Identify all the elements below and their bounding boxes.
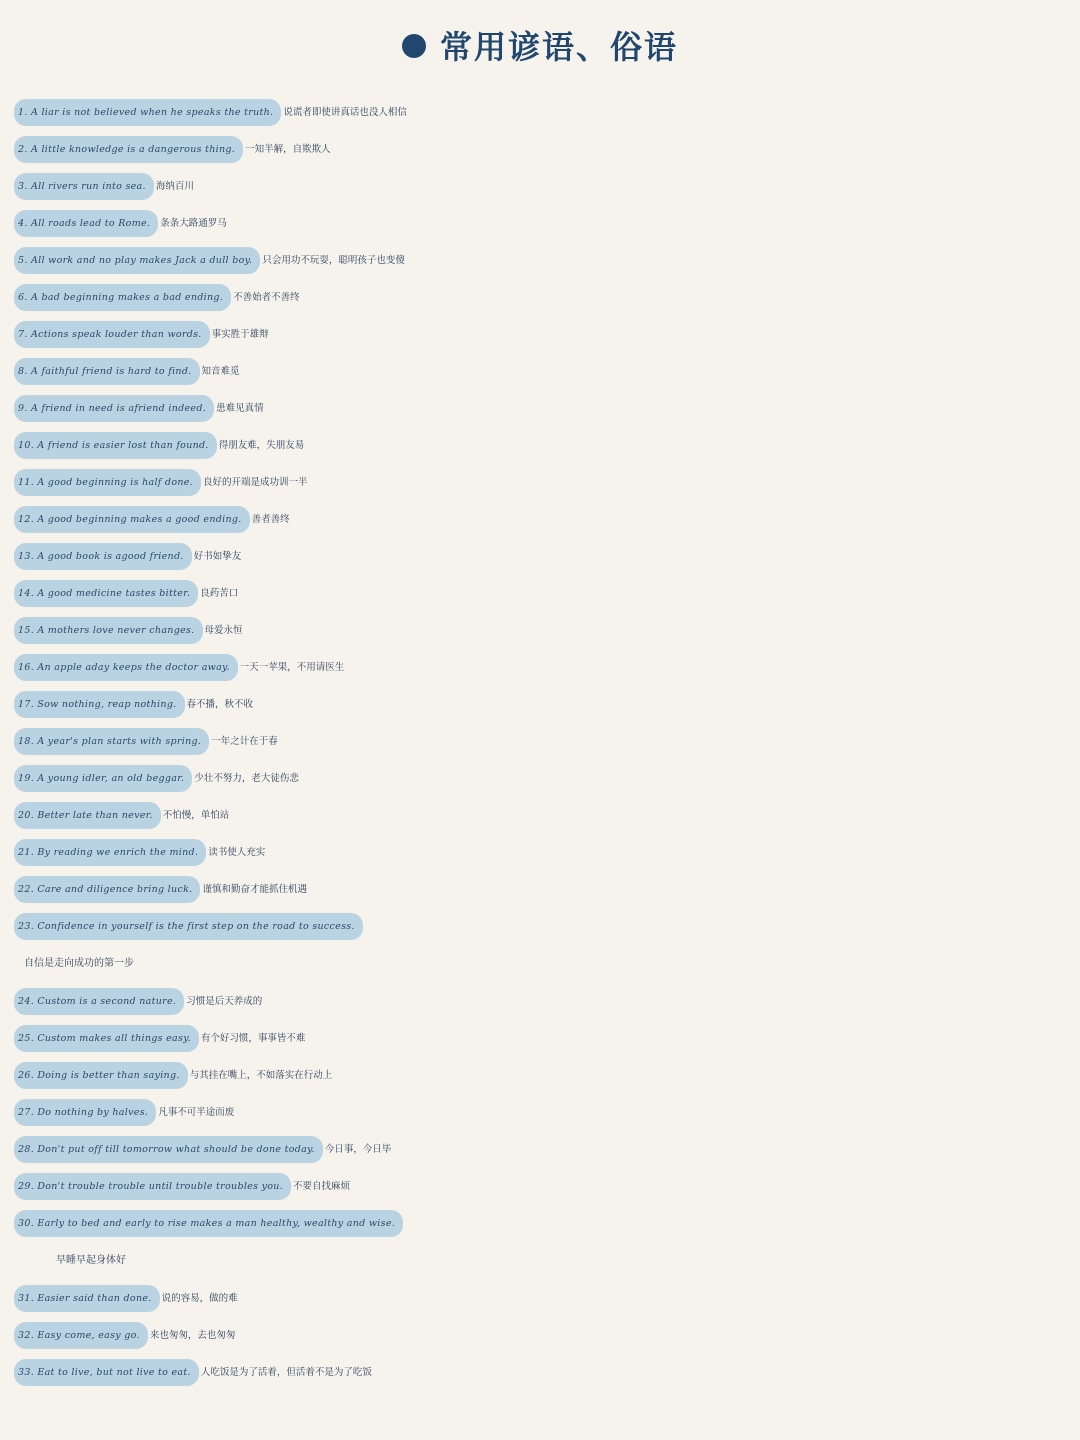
proverb-english: 24. Custom is a second nature. [14,988,184,1015]
proverb-chinese: 一年之计在于春 [211,736,278,747]
list-item [14,1317,1070,1354]
proverb-english: 26. Doing is better than saying. [14,1062,188,1089]
list-item [14,983,1070,1020]
proverb-chinese: 好书如挚友 [193,551,242,562]
list-item [14,1094,1070,1131]
proverb-english: 13. A good book is agood friend. [14,543,192,570]
proverb-english: 4. All roads lead to Rome. [14,210,158,237]
list-item [14,871,1070,908]
proverb-english: 33. Eat to live, but not live to eat. [14,1359,199,1386]
proverb-chinese: 少壮不努力，老大徒伤悲 [194,773,299,784]
proverb-english: 9. A friend in need is afriend indeed. [14,395,214,422]
proverb-english: 32. Easy come, easy go. [14,1322,148,1349]
list-item [14,168,1070,205]
proverb-chinese: 人吃饭是为了活着，但活着不是为了吃饭 [200,1367,372,1378]
proverb-english: 27. Do nothing by halves. [14,1099,156,1126]
list-item [14,723,1070,760]
proverb-chinese: 说的容易，做的难 [161,1293,238,1304]
proverb-chinese: 春不播，秋不收 [186,699,254,710]
proverb-english: 21. By reading we enrich the mind. [14,839,206,866]
proverb-chinese: 条条大路通罗马 [160,218,227,229]
proverb-chinese: 习惯是后天养成的 [186,996,263,1007]
proverb-chinese: 良好的开端是成功训一半 [203,477,308,488]
proverb-english: 1. A liar is not believed when he speaks the truth. [14,99,281,126]
proverb-english: 29. Don't trouble trouble until trouble troubles you. [14,1173,291,1200]
list-item [14,279,1070,316]
proverb-chinese: 一天一苹果，不用请医生 [239,662,345,673]
list-item [14,575,1070,612]
proverb-chinese: 海纳百川 [155,181,194,192]
list-item [14,427,1070,464]
proverb-chinese: 凡事不可半途而废 [158,1107,235,1118]
proverb-chinese: 只会用功不玩耍，聪明孩子也变傻 [262,255,405,266]
proverb-chinese: 早睡早起身体好 [56,1255,126,1266]
proverb-chinese: 得朋友难，失朋友易 [218,440,305,451]
proverb-english: 11. A good beginning is half done. [14,469,201,496]
proverb-list [14,94,1070,1391]
proverb-english: 7. Actions speak louder than words. [14,321,210,348]
list-item [14,131,1070,168]
proverb-english: 30. Early to bed and early to rise makes a man healthy, wealthy and wise. [14,1210,403,1237]
proverb-chinese: 自信是走向成功的第一步 [24,958,134,969]
proverb-chinese: 事实胜于雄辩 [211,329,269,340]
proverb-english: 5. All work and no play makes Jack a dull boy. [14,247,260,274]
list-item [14,501,1070,538]
proverb-english: 20. Better late than never. [14,802,161,829]
proverb-chinese: 知音难觅 [201,366,240,377]
proverb-chinese: 良药苦口 [200,588,239,599]
proverb-chinese: 今日事，今日毕 [324,1144,392,1155]
list-item [14,242,1070,279]
proverb-chinese: 谨慎和勤奋才能抓住机遇 [202,884,307,895]
proverb-english: 6. A bad beginning makes a bad ending. [14,284,231,311]
list-item [14,1020,1070,1057]
list-item [14,538,1070,575]
proverb-chinese: 善者善终 [251,514,290,525]
page-title [0,22,1080,68]
list-item [14,205,1070,242]
proverb-chinese: 来也匆匆，去也匆匆 [149,1330,236,1341]
list-item [14,390,1070,427]
proverb-english: 14. A good medicine tastes bitter. [14,580,198,607]
list-item [14,1168,1070,1205]
proverb-english: 31. Easier said than done. [14,1285,160,1312]
proverb-chinese: 读书使人充实 [208,847,266,858]
proverb-english: 18. A year's plan starts with spring. [14,728,209,755]
proverb-chinese: 不要自找麻烦 [293,1181,351,1192]
list-item [14,760,1070,797]
list-item [14,1354,1070,1391]
proverb-english: 19. A young idler, an old beggar. [14,765,192,792]
proverb-english: 15. A mothers love never changes. [14,617,203,644]
list-item [14,353,1070,390]
proverb-chinese: 有个好习惯，事事皆不难 [200,1033,306,1044]
proverb-chinese: 母爱永恒 [204,625,243,636]
proverb-english: 22. Care and diligence bring luck. [14,876,200,903]
proverb-english: 28. Don't put off till tomorrow what should be done today. [14,1136,323,1163]
list-item [14,797,1070,834]
proverb-english: 16. An apple aday keeps the doctor away. [14,654,238,681]
proverb-chinese: 不怕慢，单怕站 [162,810,230,821]
page-title-text: 常用谚语、俗语 [439,28,678,66]
proverb-english: 10. A friend is easier lost than found. [14,432,217,459]
proverb-english: 2. A little knowledge is a dangerous thing. [14,136,243,163]
proverb-english: 12. A good beginning makes a good ending. [14,506,250,533]
list-item [14,94,1070,131]
proverb-chinese: 说谎者即使讲真话也没人相信 [283,107,407,118]
proverb-chinese: 患难见真情 [216,403,264,414]
bullet-dot-icon [402,34,426,58]
list-item [14,1131,1070,1168]
proverb-english: 25. Custom makes all things easy. [14,1025,199,1052]
proverb-english: 23. Confidence in yourself is the first step on the road to success. [14,913,363,940]
list-item [14,1205,1070,1242]
list-item [14,649,1070,686]
list-item [14,464,1070,501]
list-item [14,612,1070,649]
list-item [14,908,1070,945]
proverb-chinese: 与其挂在嘴上，不如落实在行动上 [189,1070,333,1081]
proverb-chinese: 一知半解，自欺欺人 [245,144,331,155]
list-item [14,1057,1070,1094]
proverb-english: 3. All rivers run into sea. [14,173,154,200]
list-item [14,1280,1070,1317]
proverb-english: 8. A faithful friend is hard to find. [14,358,200,385]
proverb-english: 17. Sow nothing, reap nothing. [14,691,185,718]
list-item [14,834,1070,871]
proverb-chinese: 不善始者不善终 [233,292,300,303]
list-item [14,316,1070,353]
list-item [14,686,1070,723]
